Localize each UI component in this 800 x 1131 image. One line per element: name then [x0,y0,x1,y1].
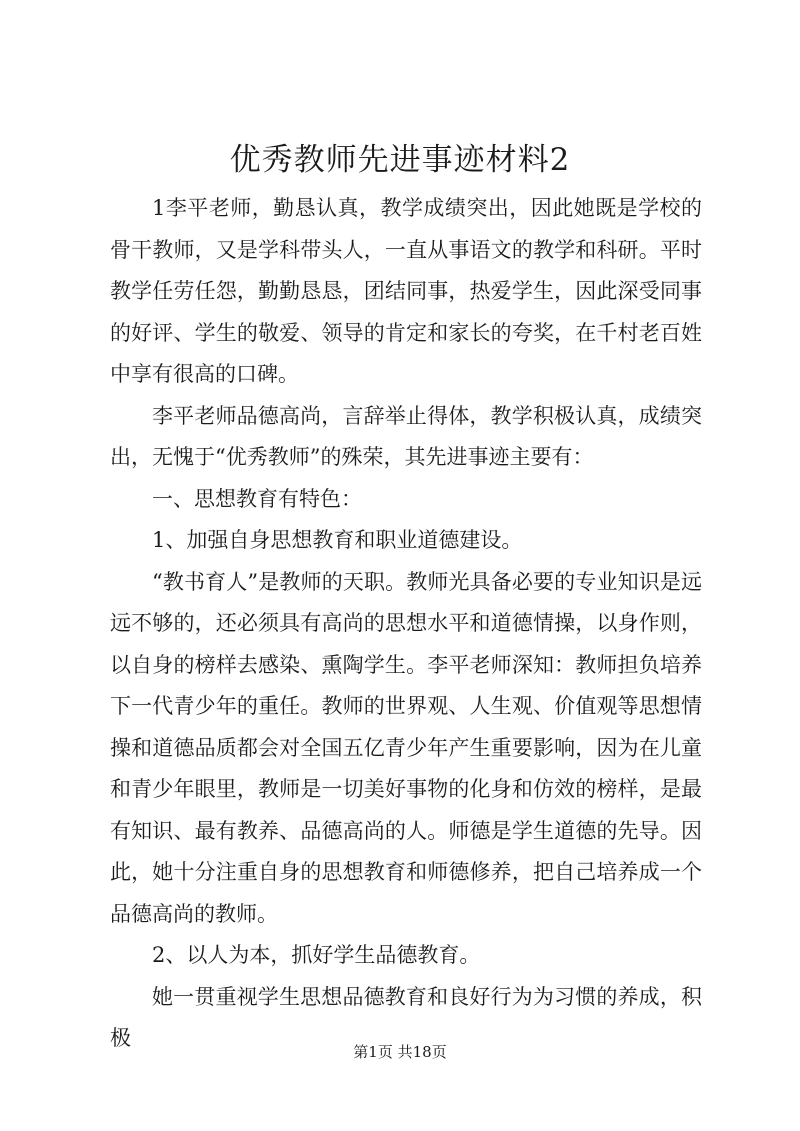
paragraph-intro: 1李平老师，勤恳认真，教学成绩突出，因此她既是学校的骨干教师，又是学科带头人，一直从事语文的教学和科研。平时教学任劳任怨，勤勤恳恳，团结同事，热爱学生，因此深受同事的好评、学生的敬爱、领导的肯定和家长的夸奖，在千村老百姓中享有很高的口碑。 [110,196,702,386]
document-title: 优秀教师先进事迹材料2 [229,142,571,178]
paragraph-student-education: 她一贯重视学生思想品德教育和良好行为为习惯的养成，积极 [110,984,702,1050]
document-body [110,188,702,1060]
paragraph-teacher-ethics: “教书育人”是教师的天职。教师光具备必要的专业知识是远远不够的，还必须具有高尚的思想水平和道德情操，以身作则，以自身的榜样去感染、熏陶学生。李平老师深知：教师担负培养下一代青少年的重任。教师的世界观、人生观、价值观等思想情操和道德品质都会对全国五亿青少年产生重要影响，因为在儿童和青少年眼里，教师是一切美好事物的化身和仿效的榜样，是最有知识、最有教养、品德高尚的人。师德是学生道德的先导。因此，她十分注重自身的思想教育和师德修养，把自己培养成一个品德高尚的教师。 [110,569,702,926]
page-footer: 第1页 共18页 [353,1043,447,1061]
section-heading: 一、思想教育有特色： [152,486,362,511]
paragraph-summary: 李平老师品德高尚，言辞举止得体，教学积极认真，成绩突出，无愧于“优秀教师”的殊荣，其先进事迹主要有： [110,403,702,469]
subsection-heading-2: 2、以人为本，抓好学生品德教育。 [152,943,481,967]
subsection-heading-1: 1、加强自身思想教育和职业道德建设。 [152,528,523,552]
